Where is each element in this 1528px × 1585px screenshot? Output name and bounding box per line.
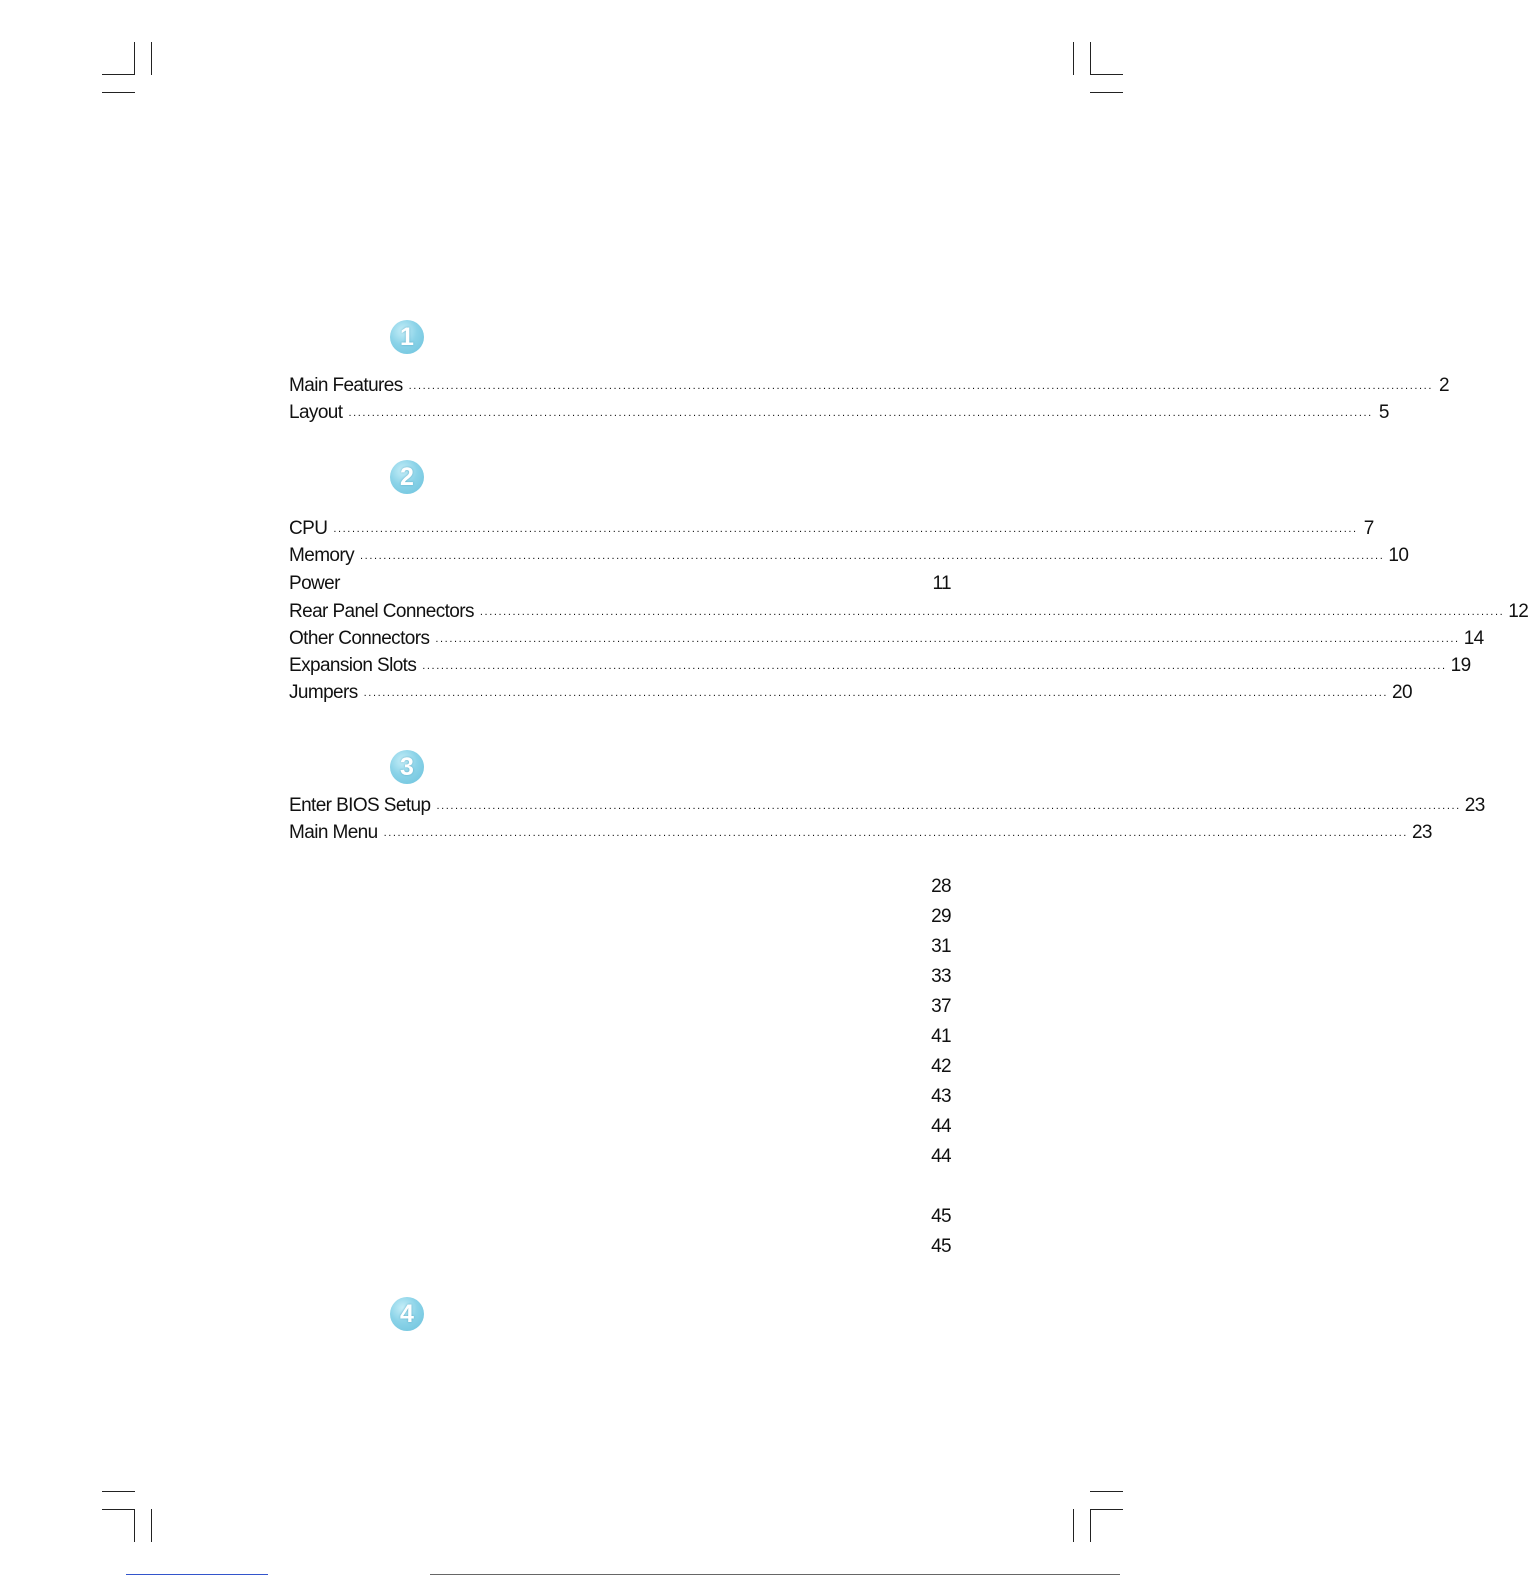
dot-leader: ............................................................................................................................................................................................................................ [363,687,1389,699]
page-number: 37 [931,996,951,1017]
chapter-2-badge: 2 [390,460,424,494]
toc-entry-title: Main Features [289,375,403,396]
dot-leader: ............................................................................................................................................................................................................................ [422,660,1447,672]
page-number: 42 [931,1056,951,1077]
toc-entry-page: 23 [1464,795,1485,816]
dot-leader: ............................................................................................................................................................................................................................ [436,800,1461,812]
chapter-4-badge: 4 [390,1297,424,1331]
dot-leader: ............................................................................................................................................................................................................................ [383,827,1408,839]
toc-entry-title: Other Connectors [289,628,430,649]
page-number: 45 [931,1206,951,1227]
toc-entry[interactable] [289,680,1412,704]
toc-entry-page: 12 [1508,601,1528,622]
toc-entry-title: Main Menu [289,822,378,843]
toc-entry-title: Memory [289,545,355,566]
dot-leader: ............................................................................................................................................................................................................................ [408,380,1433,392]
toc-entry-page: 7 [1363,518,1374,539]
toc-entry[interactable] [289,626,1484,650]
toc-entry-page: 2 [1439,375,1449,396]
page-number: 33 [931,966,951,987]
toc-entry[interactable] [289,373,1449,397]
toc-entry-title: CPU [289,518,328,539]
page-number: 41 [931,1026,951,1047]
toc-entry[interactable] [289,599,1528,623]
chapter-3-badge: 3 [390,750,424,784]
toc-entry-title: Enter BIOS Setup [289,795,431,816]
footer-link-underline [126,1574,268,1575]
toc-entry[interactable] [289,653,1471,677]
page-number: 45 [931,1236,951,1257]
page-number: 43 [931,1086,951,1107]
toc-entry[interactable] [289,516,1374,540]
toc-entry-title: Jumpers [289,682,358,703]
dot-leader: ............................................................................................................................................................................................................................ [435,633,1460,645]
page-number: 29 [931,906,951,927]
toc-entry-title: Power [289,573,340,594]
toc-entry-title: Expansion Slots [289,655,417,676]
toc-entry-title: Layout [289,402,343,423]
chapter-1-badge: 1 [390,320,424,354]
page-number: 44 [931,1146,951,1167]
page-number: 44 [931,1116,951,1137]
toc-entry[interactable] [289,793,1485,817]
toc-entry[interactable] [289,400,1389,424]
toc-entry-page: 20 [1392,682,1412,703]
toc-entry-page: 23 [1411,822,1432,843]
dot-leader: ............................................................................................................................................................................................................................ [333,523,1358,535]
page-number: 28 [931,876,951,897]
toc-entry-page: 5 [1378,402,1389,423]
toc-entry[interactable] [289,820,1432,844]
dot-leader: ............................................................................................................................................................................................................................ [348,407,1373,419]
toc-entry[interactable] [289,571,951,595]
page-number: 31 [931,936,951,957]
toc-entry[interactable] [289,543,1409,567]
footer-rule [430,1574,1120,1575]
dot-leader: ............................................................................................................................................................................................................................ [360,550,1385,562]
toc-entry-page: 10 [1388,545,1409,566]
toc-entry-page: 19 [1450,655,1471,676]
toc-entry-page: 14 [1463,628,1484,649]
toc-entry-page: 11 [932,573,951,594]
toc-entry-title: Rear Panel Connectors [289,601,474,622]
dot-leader: ............................................................................................................................................................................................................................ [479,606,1505,618]
